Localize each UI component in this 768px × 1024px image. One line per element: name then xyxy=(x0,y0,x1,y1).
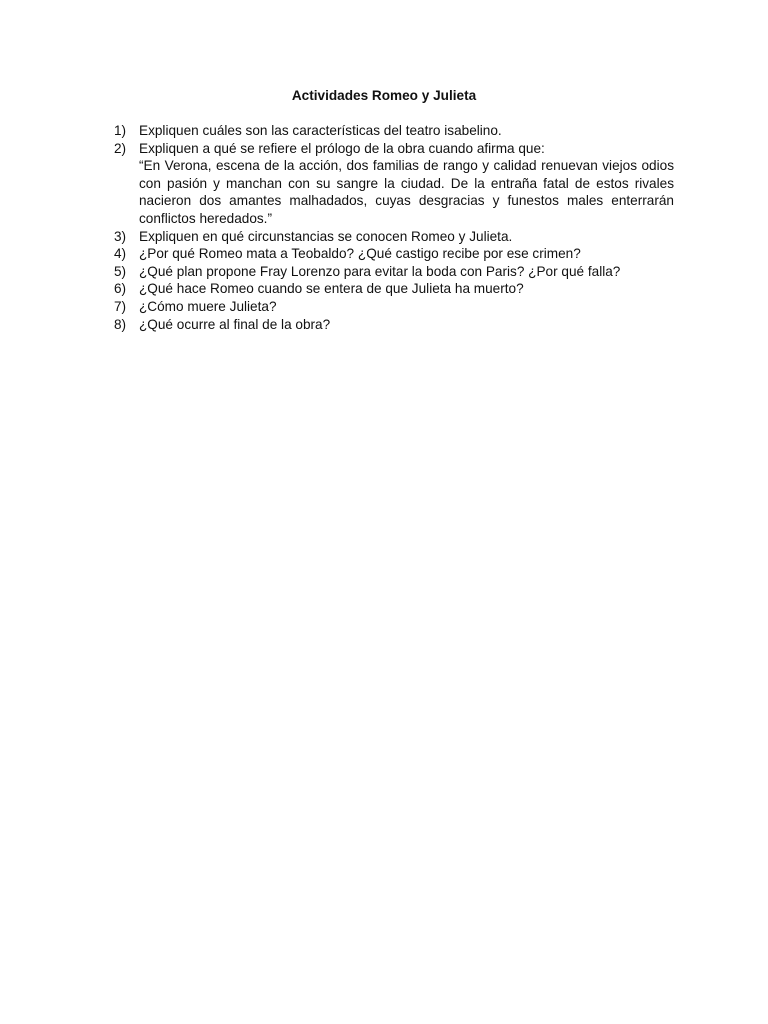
list-item xyxy=(114,280,674,298)
item-number: 7) xyxy=(114,298,127,314)
item-number: 3) xyxy=(114,228,127,244)
list-item xyxy=(114,298,674,316)
item-number: 5) xyxy=(114,263,127,279)
list-item xyxy=(114,245,674,263)
item-text: Expliquen en qué circunstancias se conocen Romeo y Julieta. xyxy=(139,228,513,244)
prologue-quote: “En Verona, escena de la acción, dos familias de rango y calidad renuevan viejos odios con pasión y manchan con su sangre la ciudad. De la entraña fatal de estos rivales nacieron dos amantes malhadados, cuyas desgracias y funestos males enterrarán conflictos heredados.” xyxy=(139,158,674,226)
list-item xyxy=(114,316,674,334)
item-number: 1) xyxy=(114,123,127,138)
item-text: ¿Qué plan propone Fray Lorenzo para evitar la boda con Paris? ¿Por qué falla? xyxy=(139,263,621,279)
item-text: ¿Por qué Romeo mata a Teobaldo? ¿Qué castigo recibe por ese crimen? xyxy=(139,246,581,262)
item-number: 8) xyxy=(114,316,127,332)
list-item xyxy=(114,122,674,140)
item-number: 2) xyxy=(114,140,127,156)
activity-list xyxy=(114,122,674,333)
item-text: ¿Qué hace Romeo cuando se entera de que Julieta ha muerto? xyxy=(139,281,524,297)
list-item xyxy=(114,263,674,281)
list-item xyxy=(114,140,674,158)
item-number: 6) xyxy=(114,281,127,297)
item-text: ¿Cómo muere Julieta? xyxy=(139,298,277,314)
item-text: Expliquen cuáles son las características del teatro isabelino. xyxy=(139,123,502,138)
item-number: 4) xyxy=(114,246,127,262)
item-text: Expliquen a qué se refiere el prólogo de la obra cuando afirma que: xyxy=(139,140,545,156)
page-title: Actividades Romeo y Julieta xyxy=(291,88,477,103)
item-text: ¿Qué ocurre al final de la obra? xyxy=(139,316,331,332)
list-item xyxy=(114,228,674,246)
